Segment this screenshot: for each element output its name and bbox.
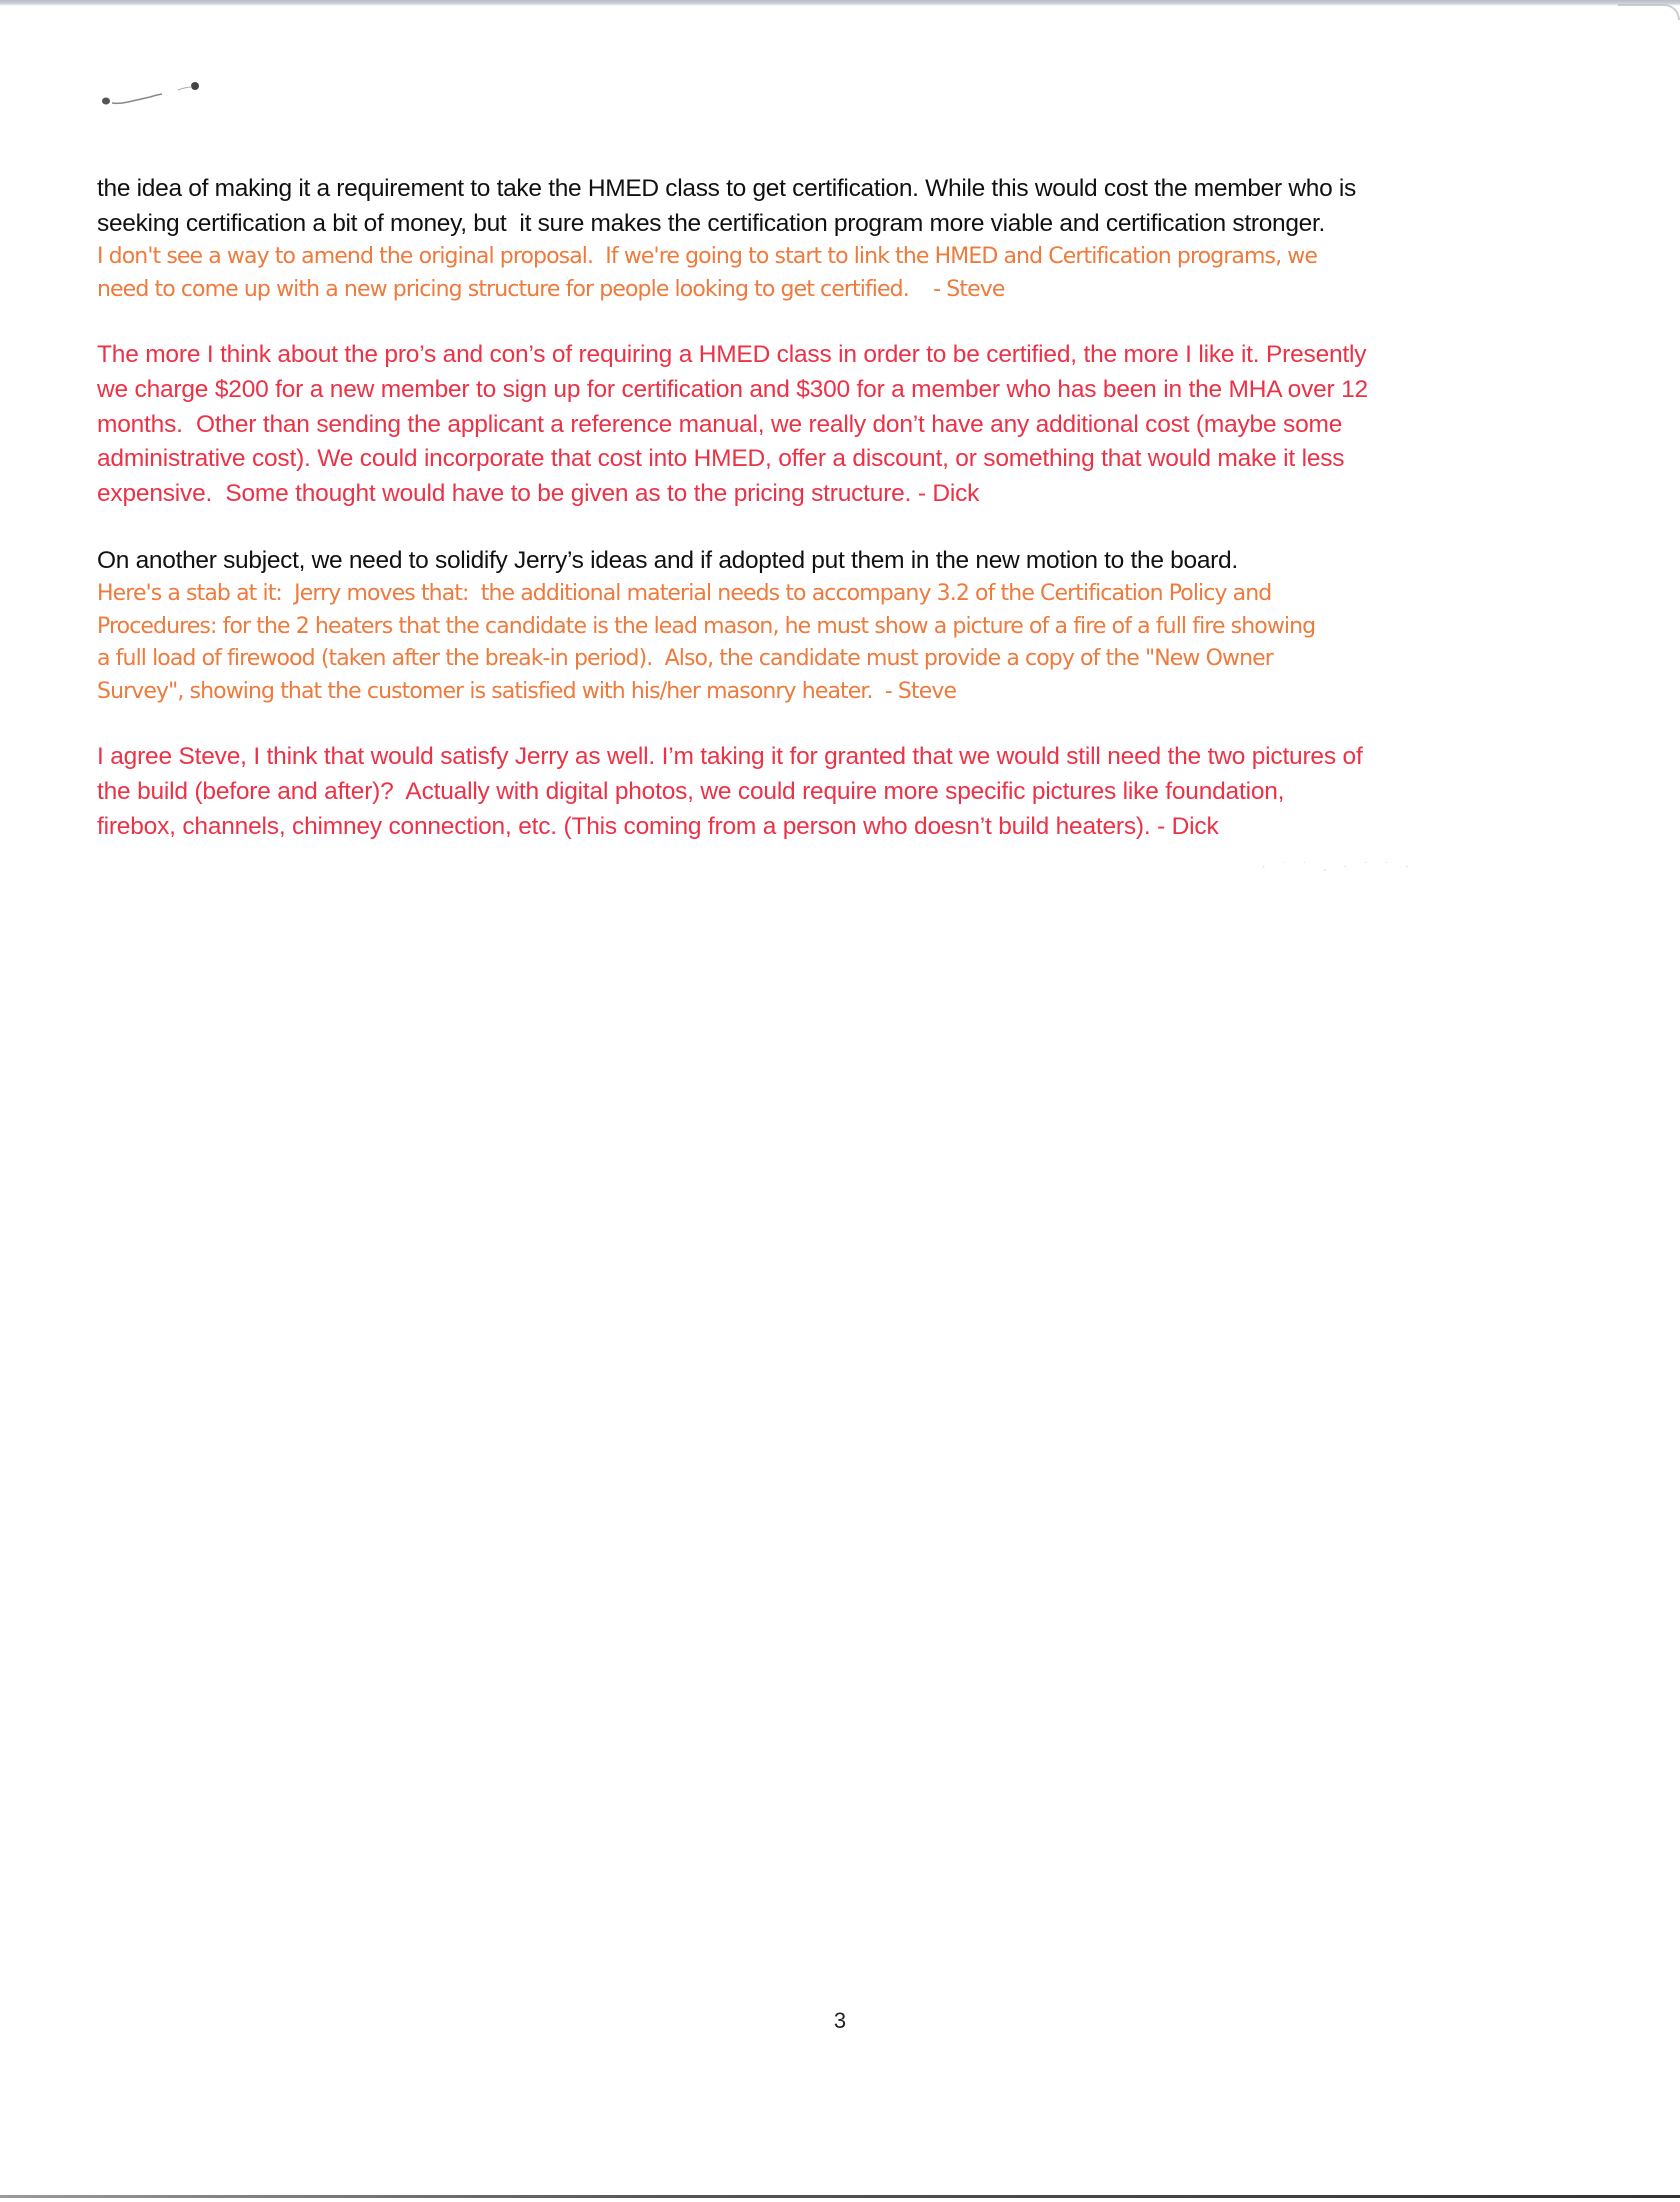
paragraph-gap bbox=[97, 512, 1597, 544]
text-line: a full load of firewood (taken after the break-in period). Also, the candidate must provide a copy of the "New Owner bbox=[97, 646, 1273, 672]
paragraph-original-intro bbox=[97, 172, 1597, 241]
scan-smudge-mark bbox=[100, 80, 210, 110]
scan-bottom-edge bbox=[0, 2195, 1680, 2198]
paragraph-gap bbox=[97, 708, 1597, 740]
scan-top-edge bbox=[0, 0, 1680, 6]
paragraph-gap bbox=[97, 306, 1597, 338]
page-number: 3 bbox=[833, 2008, 847, 2033]
text-line: I agree Steve, I think that would satisfy Jerry as well. I’m taking it for granted that we would still need the two pictures of bbox=[97, 743, 1363, 771]
text-line: I don't see a way to amend the original proposal. If we're going to start to link the HMED and Certification programs, we bbox=[97, 244, 1317, 269]
paragraph-steve-reply-2 bbox=[97, 578, 1597, 708]
text-line: Procedures: for the 2 heaters that the candidate is the lead mason, he must show a picture of a fire of a full fire showing bbox=[97, 613, 1316, 639]
text-line: the build (before and after)? Actually with digital photos, we could require more specific pictures like foundation, bbox=[97, 778, 1285, 806]
scan-page-curl bbox=[1618, 4, 1680, 20]
text-line: we charge $200 for a new member to sign up for certification and $300 for a member who has been in the MHA over 12 bbox=[97, 375, 1368, 403]
paragraph-dick-reply-2 bbox=[97, 740, 1597, 844]
text-line: seeking certification a bit of money, but it sure makes the certification program more viable and certification stronger. bbox=[97, 209, 1326, 237]
text-line: The more I think about the pro’s and con’s of requiring a HMED class in order to be certified, the more I like it. Presently bbox=[97, 341, 1367, 368]
paragraph-original-jerry bbox=[97, 544, 1597, 579]
text-line: months. Other than sending the applicant a reference manual, we really don’t have any additional cost (maybe some bbox=[97, 410, 1343, 438]
text-line: expensive. Some thought would have to be given as to the pricing structure. - Dick bbox=[97, 480, 980, 508]
paragraph-steve-reply-1 bbox=[97, 241, 1597, 306]
text-line: Survey", showing that the customer is satisfied with his/her masonry heater. - Steve bbox=[97, 678, 957, 704]
text-line: On another subject, we need to solidify Jerry’s ideas and if adopted put them in the new motion to the board. bbox=[97, 546, 1238, 574]
text-line: need to come up with a new pricing structure for people looking to get certified. - Steve bbox=[97, 276, 1005, 302]
paragraph-dick-reply-1 bbox=[97, 338, 1597, 512]
text-line: firebox, channels, chimney connection, etc. (This coming from a person who doesn’t build heaters). - Dick bbox=[97, 813, 1219, 841]
text-line: administrative cost). We could incorporate that cost into HMED, offer a discount, or something that would make it less bbox=[97, 445, 1345, 473]
document-body bbox=[97, 172, 1597, 845]
text-line: the idea of making it a requirement to take the HMED class to get certification. While this would cost the member who is bbox=[97, 175, 1356, 202]
text-line: Here's a stab at it: Jerry moves that: the additional material needs to accompany 3.2 of the Certification Policy and bbox=[97, 581, 1272, 607]
scan-noise: · ˙ ˙ . · ˙ ˙ · bbox=[1260, 860, 1414, 874]
